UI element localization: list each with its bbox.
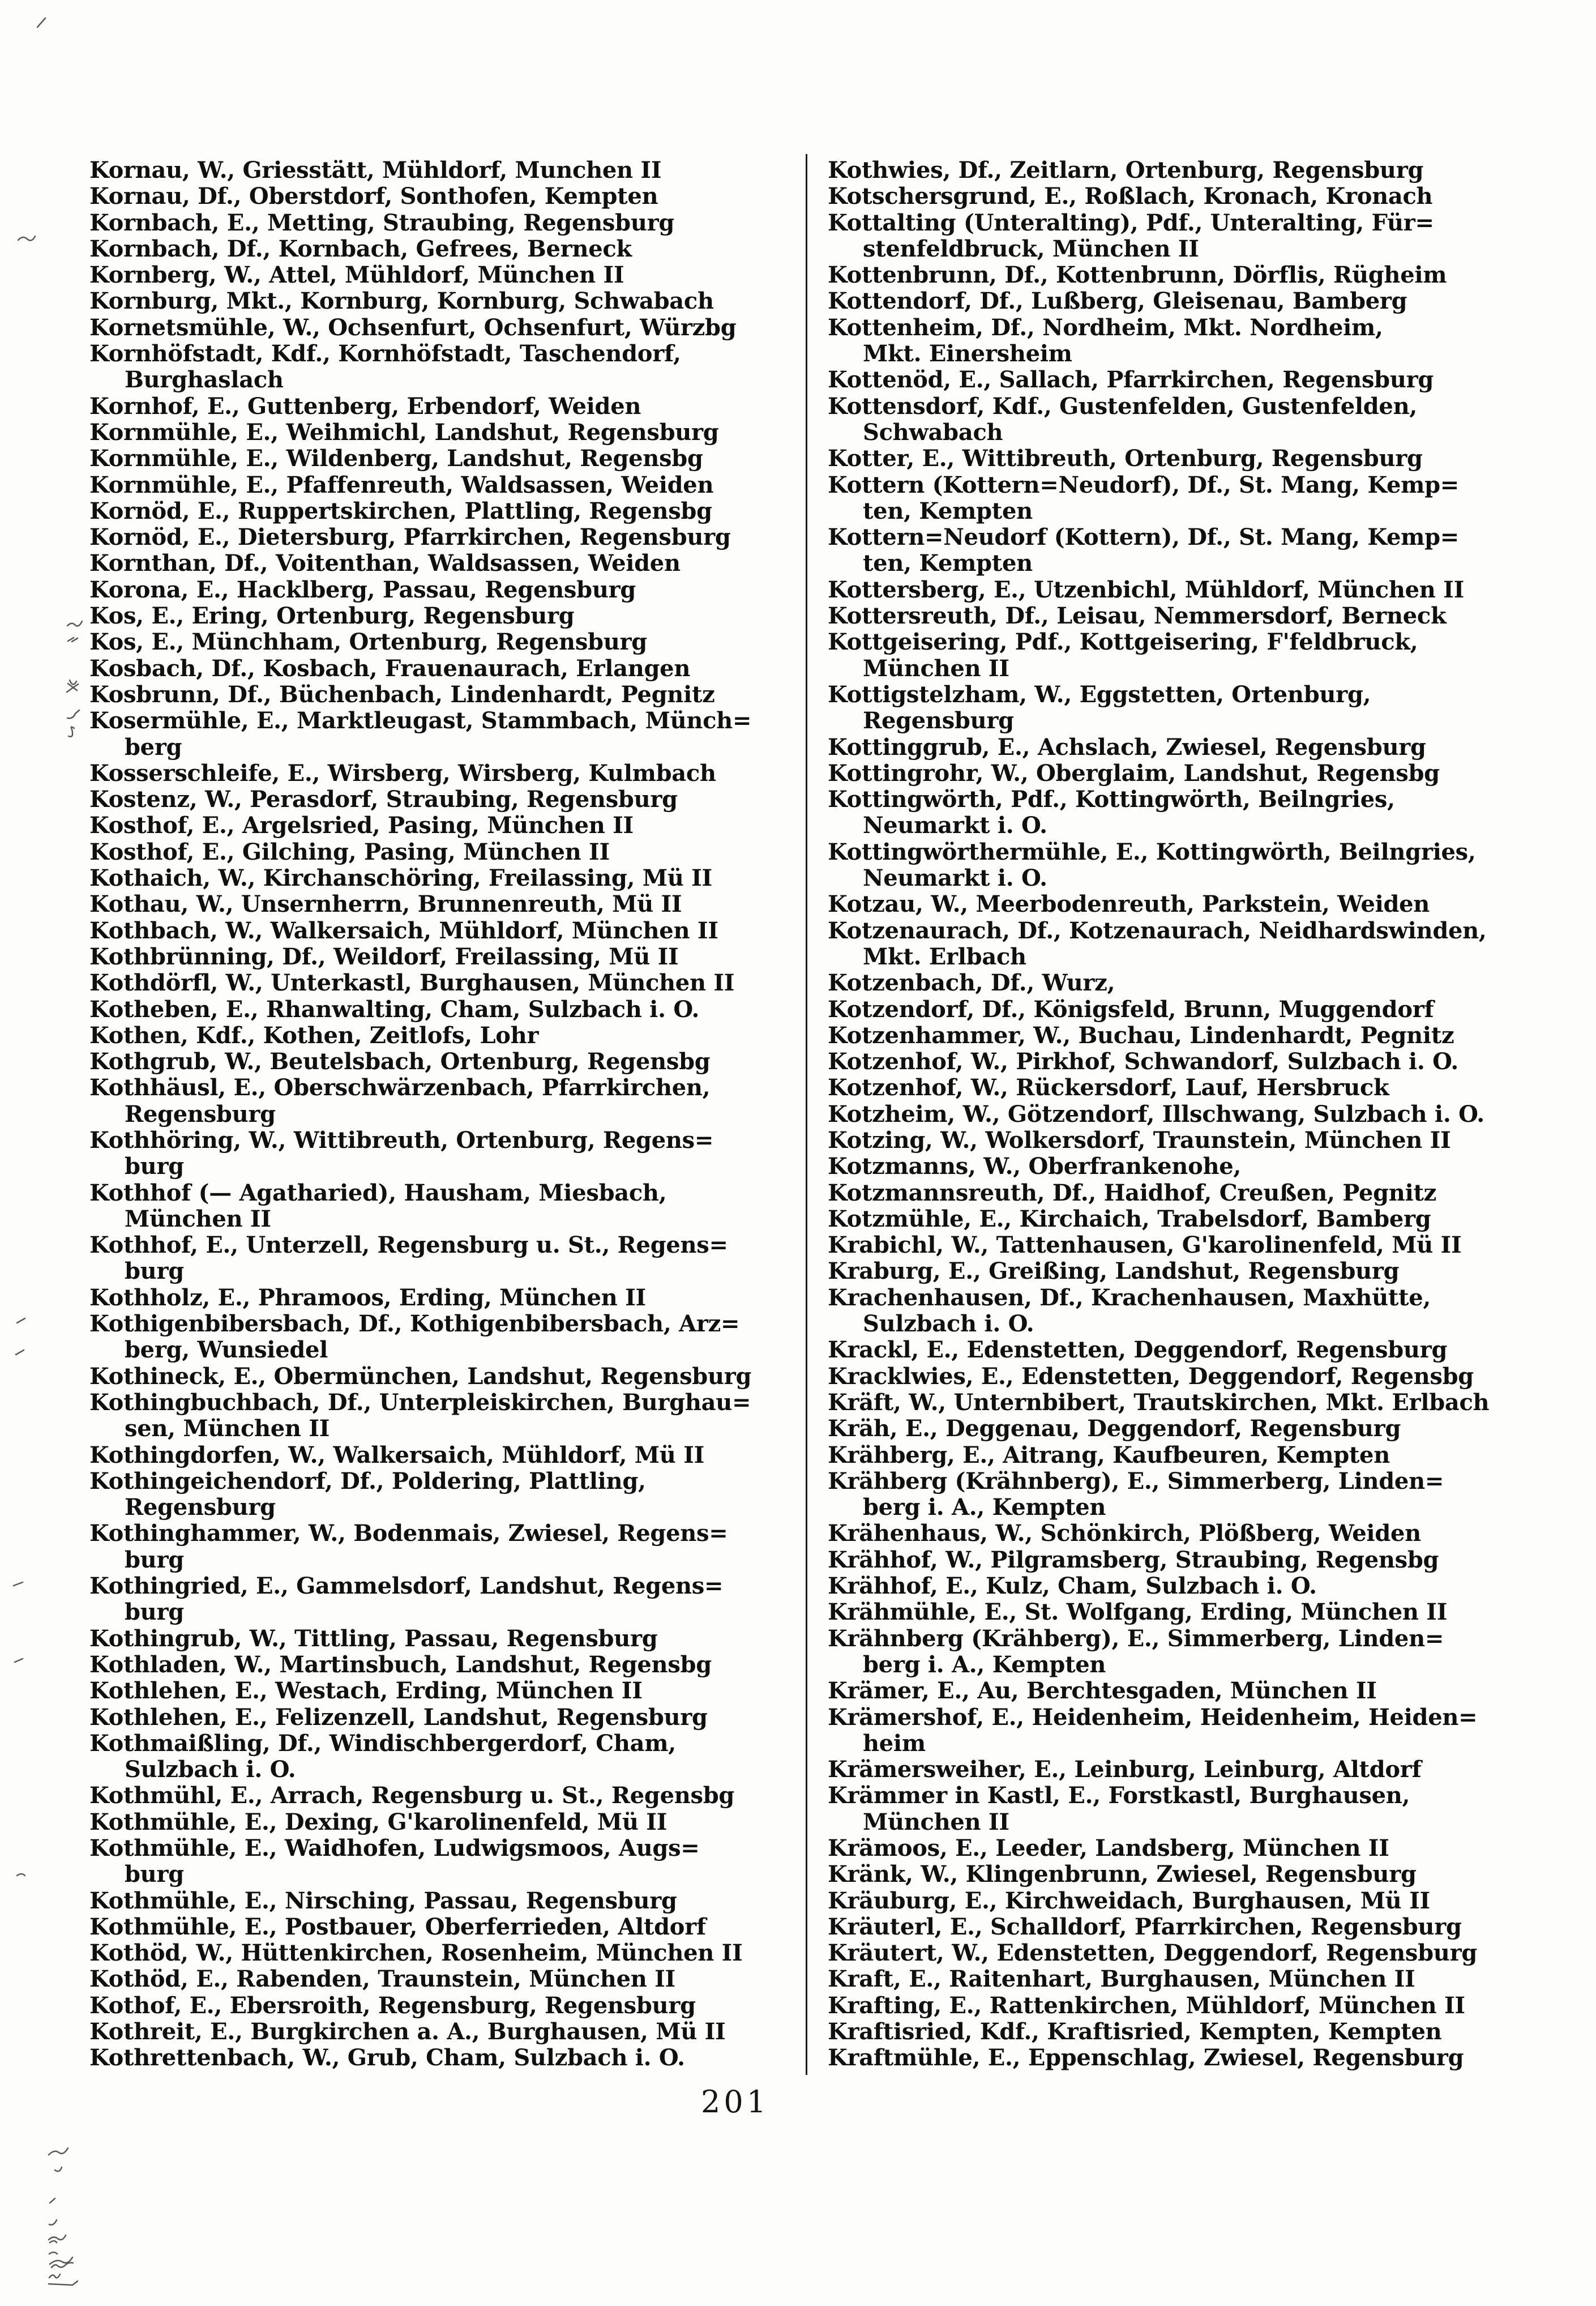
gazetteer-entry — [89, 1993, 797, 2019]
gazetteer-entry — [828, 1573, 1564, 1599]
gazetteer-entry — [89, 1128, 797, 1180]
gazetteer-entry — [89, 236, 797, 262]
entry-line: Kothlehen, E., Westach, Erding, München II — [89, 1677, 643, 1705]
entry-line: Kotzmannsreuth, Df., Haidhof, Creußen, Pegnitz — [828, 1179, 1437, 1206]
entry-line: Krähenhaus, W., Schönkirch, Plößberg, Weiden — [828, 1520, 1421, 1547]
gazetteer-entry — [89, 1914, 797, 1940]
entry-line: Kornbach, E., Metting, Straubing, Regensburg — [89, 209, 675, 236]
entry-continuation-line: Burghaslach — [125, 366, 284, 394]
entry-line: Kräh, E., Deggenau, Deggendorf, Regensburg — [828, 1415, 1401, 1442]
entry-line: Kotzmühle, E., Kirchaich, Trabelsdorf, Bamberg — [828, 1205, 1431, 1232]
entry-line: Kothladen, W., Martinsbuch, Landshut, Regensbg — [89, 1651, 712, 1678]
gazetteer-entry — [89, 1468, 797, 1521]
gazetteer-entry — [89, 1442, 797, 1468]
gazetteer-entry — [89, 891, 797, 917]
gazetteer-entry — [828, 1966, 1564, 1992]
entry-continuation-line: Schwabach — [863, 419, 1003, 446]
entry-line: Kottgeisering, Pdf., Kottgeisering, F'feldbruck, — [828, 629, 1418, 656]
gazetteer-entry — [828, 1180, 1564, 1206]
entry-line: Kottern=Neudorf (Kottern), Df., St. Mang, Kemp= — [828, 524, 1460, 551]
gazetteer-entry — [828, 1390, 1564, 1416]
entry-line: Kothingeichendorf, Df., Poldering, Plattling, — [89, 1467, 646, 1494]
gazetteer-entry — [89, 944, 797, 970]
entry-continuation-line: Neumarkt i. O. — [863, 865, 1047, 892]
gazetteer-entry — [828, 183, 1564, 210]
entry-line: Krähnberg (Krähberg), E., Simmerberg, Linden= — [828, 1625, 1444, 1652]
entry-line: Kothdörfl, W., Unterkastl, Burghausen, München II — [89, 970, 735, 997]
entry-line: Krähhof, W., Pilgramsberg, Straubing, Regensbg — [828, 1546, 1439, 1573]
entry-line: Kothingrub, W., Tittling, Passau, Regensburg — [89, 1625, 658, 1652]
gazetteer-entry — [828, 1128, 1564, 1154]
gazetteer-entry — [828, 682, 1564, 734]
entry-line: Kothingbuchbach, Df., Unterpleiskirchen, Burghau= — [89, 1389, 751, 1416]
entry-line: Kornau, Df., Oberstdorf, Sonthofen, Kempten — [89, 183, 658, 210]
gazetteer-entry — [828, 1757, 1564, 1783]
entry-line: Krafting, E., Rattenkirchen, Mühldorf, München II — [828, 1992, 1465, 2019]
entry-line: Kothhof (— Agatharied), Hausham, Miesbach, — [89, 1179, 667, 1206]
entry-line: Kothaich, W., Kirchanschöring, Freilassing, Mü II — [89, 865, 712, 892]
gazetteer-entry — [89, 682, 797, 708]
entry-line: Kothof, E., Ebersroith, Regensburg, Regensburg — [89, 1992, 696, 2019]
gazetteer-entry — [89, 1652, 797, 1678]
entry-line: Kosthof, E., Gilching, Pasing, München II — [89, 838, 610, 865]
entry-line: Krähmühle, E., St. Wolfgang, Erding, München II — [828, 1599, 1448, 1626]
entry-continuation-line: burg — [125, 1153, 184, 1180]
gazetteer-entry — [89, 577, 797, 603]
entry-line: Kothgrub, W., Beutelsbach, Ortenburg, Regensbg — [89, 1048, 711, 1075]
gazetteer-entry — [828, 524, 1564, 577]
entry-line: Kothhof, E., Unterzell, Regensburg u. St., Regens= — [89, 1232, 728, 1259]
gazetteer-entry — [89, 341, 797, 394]
gazetteer-entry — [828, 918, 1564, 971]
entry-line: Krämer, E., Au, Berchtesgaden, München II — [828, 1677, 1377, 1705]
gazetteer-entry — [89, 839, 797, 865]
entry-line: Kornau, W., Griesstätt, Mühldorf, Munchen II — [89, 157, 662, 183]
entry-line: Krähhof, E., Kulz, Cham, Sulzbach i. O. — [828, 1573, 1317, 1600]
entry-line: Kottendorf, Df., Lußberg, Gleisenau, Bamberg — [828, 288, 1407, 315]
entry-continuation-line: burg — [125, 1861, 184, 1888]
gazetteer-entry — [828, 1835, 1564, 1861]
entry-line: Kottensdorf, Kdf., Gustenfelden, Gustenfelden, — [828, 392, 1417, 420]
entry-line: Kothineck, E., Obermünchen, Landshut, Regensburg — [89, 1363, 752, 1390]
entry-line: Kothrettenbach, W., Grub, Cham, Sulzbach i. O. — [89, 2044, 685, 2072]
gazetteer-entry — [89, 1731, 797, 1783]
entry-line: Kosbrunn, Df., Büchenbach, Lindenhardt, Pegnitz — [89, 681, 715, 708]
gazetteer-entry — [89, 183, 797, 210]
gazetteer-entry — [828, 1285, 1564, 1338]
gazetteer-entry — [828, 970, 1564, 996]
entry-line: Kornburg, Mkt., Kornburg, Kornburg, Schwabach — [89, 288, 714, 315]
gazetteer-entry — [828, 1416, 1564, 1442]
gazetteer-entry — [89, 1049, 797, 1075]
entry-continuation-line: heim — [863, 1730, 926, 1757]
gazetteer-entry — [828, 1783, 1564, 1835]
gazetteer-entry — [828, 1364, 1564, 1390]
entry-line: Kornmühle, E., Weihmichl, Landshut, Regensburg — [89, 419, 719, 446]
gazetteer-entry — [828, 1705, 1564, 1757]
gazetteer-entry — [828, 446, 1564, 472]
gazetteer-entry — [89, 1809, 797, 1835]
entry-line: Kothöd, W., Hüttenkirchen, Rosenheim, München II — [89, 1940, 743, 1967]
entry-continuation-line: sen, München II — [125, 1415, 330, 1442]
entry-continuation-line: Mkt. Erlbach — [863, 943, 1026, 970]
entry-line: Korona, E., Hacklberg, Passau, Regensburg — [89, 576, 636, 603]
entry-line: Kornöd, E., Dietersburg, Pfarrkirchen, Regensburg — [89, 524, 731, 551]
entry-line: Kothmühle, E., Dexing, G'karolinenfeld, Mü II — [89, 1808, 668, 1835]
entry-line: Kottigstelzham, W., Eggstetten, Ortenburg, — [828, 681, 1371, 708]
entry-line: Kotzau, W., Meerbodenreuth, Parkstein, Weiden — [828, 891, 1430, 918]
gazetteer-entry — [89, 1390, 797, 1442]
gazetteer-entry — [828, 1337, 1564, 1363]
gazetteer-entry — [89, 1573, 797, 1626]
entry-line: Kräuterl, E., Schalldorf, Pfarrkirchen, Regensburg — [828, 1913, 1462, 1940]
gazetteer-entry — [828, 761, 1564, 787]
entry-continuation-line: stenfeldbruck, München II — [863, 235, 1199, 262]
gazetteer-entry — [89, 498, 797, 524]
entry-line: Kothingried, E., Gammelsdorf, Landshut, Regens= — [89, 1573, 724, 1600]
entry-line: Kosermühle, E., Marktleugast, Stammbach, Münch= — [89, 707, 752, 734]
gazetteer-entry — [89, 865, 797, 891]
entry-continuation-line: ten, Kempten — [863, 550, 1033, 577]
entry-line: Kornmühle, E., Wildenberg, Landshut, Regensbg — [89, 445, 703, 472]
gazetteer-entry — [828, 1626, 1564, 1679]
gazetteer-entry — [828, 1888, 1564, 1914]
entry-line: Kotter, E., Wittibreuth, Ortenburg, Regensburg — [828, 445, 1423, 472]
entry-line: Kotzenhammer, W., Buchau, Lindenhardt, Pegnitz — [828, 1022, 1454, 1049]
gazetteer-entry — [828, 1442, 1564, 1468]
entry-line: Kotheben, E., Rhanwalting, Cham, Sulzbach i. O. — [89, 996, 700, 1023]
entry-line: Kottingwörthermühle, E., Kottingwörth, Beilngries, — [828, 838, 1476, 865]
gazetteer-entry — [89, 970, 797, 996]
gazetteer-entry — [89, 550, 797, 576]
gazetteer-entry — [89, 2019, 797, 2045]
entry-line: Kothlehen, E., Felizenzell, Landshut, Regensburg — [89, 1703, 708, 1731]
entry-continuation-line: München II — [863, 655, 1009, 682]
gazetteer-entry — [89, 1364, 797, 1390]
gazetteer-entry — [828, 603, 1564, 629]
gazetteer-entry — [828, 1206, 1564, 1232]
entry-line: Kottingwörth, Pdf., Kottingwörth, Beilngries, — [828, 786, 1395, 813]
entry-line: Kottern (Kottern=Neudorf), Df., St. Mang, Kemp= — [828, 471, 1460, 498]
entry-continuation-line: Neumarkt i. O. — [863, 812, 1047, 839]
gazetteer-entry — [89, 288, 797, 314]
entry-line: Kornthan, Df., Voitenthan, Waldsassen, Weiden — [89, 550, 681, 577]
gazetteer-entry — [89, 1023, 797, 1049]
entry-continuation-line: Sulzbach i. O. — [125, 1756, 296, 1783]
gazetteer-entry — [89, 1311, 797, 1364]
gazetteer-entry — [828, 1678, 1564, 1704]
gazetteer-entry — [89, 1940, 797, 1966]
gazetteer-entry — [89, 1678, 797, 1704]
entry-line: Kraftisried, Kdf., Kraftisried, Kempten, Kempten — [828, 2018, 1442, 2045]
gazetteer-entry — [828, 1547, 1564, 1573]
gazetteer-entry — [89, 1705, 797, 1731]
gazetteer-entry — [89, 1783, 797, 1809]
gazetteer-entry — [89, 761, 797, 787]
entry-continuation-line: Mkt. Einersheim — [863, 340, 1072, 368]
entry-line: Kotzenbach, Df., Wurz, — [828, 970, 1115, 997]
entry-continuation-line: burg — [125, 1258, 184, 1285]
entry-line: Kottinggrub, E., Achslach, Zwiesel, Regensburg — [828, 733, 1426, 761]
gazetteer-entry — [89, 420, 797, 446]
gazetteer-entry — [828, 472, 1564, 525]
entry-line: Kothingdorfen, W., Walkersaich, Mühldorf, Mü II — [89, 1441, 705, 1468]
gazetteer-entry — [89, 629, 797, 655]
gazetteer-entry — [89, 394, 797, 420]
gazetteer-entry — [828, 1101, 1564, 1128]
entry-line: Krämershof, E., Heidenheim, Heidenheim, Heiden= — [828, 1703, 1478, 1731]
gazetteer-entry — [828, 1075, 1564, 1101]
gazetteer-entry — [828, 1049, 1564, 1075]
entry-continuation-line: berg i. A., Kempten — [863, 1494, 1106, 1521]
entry-line: Kothau, W., Unsernherrn, Brunnenreuth, Mü II — [89, 891, 682, 918]
gazetteer-entry — [828, 1258, 1564, 1284]
entry-continuation-line: berg i. A., Kempten — [863, 1651, 1106, 1678]
entry-line: Kornhöfstadt, Kdf., Kornhöfstadt, Taschendorf, — [89, 340, 681, 368]
gazetteer-entry — [828, 1993, 1564, 2019]
gazetteer-entry — [828, 1023, 1564, 1049]
column-right — [828, 157, 1564, 2072]
entry-line: Kothmühle, E., Postbauer, Oberferrieden, Altdorf — [89, 1913, 706, 1940]
gazetteer-entry — [89, 1888, 797, 1914]
gazetteer-entry — [828, 1940, 1564, 1966]
entry-continuation-line: München II — [125, 1205, 271, 1232]
entry-line: Kosserschleife, E., Wirsberg, Wirsberg, Kulmbach — [89, 759, 716, 787]
gazetteer-entry — [89, 603, 797, 629]
gazetteer-entry — [828, 157, 1564, 183]
entry-line: Kraft, E., Raitenhart, Burghausen, München II — [828, 1966, 1415, 1993]
entry-line: Kothbrünning, Df., Weildorf, Freilassing, Mü II — [89, 943, 679, 970]
gazetteer-entry — [89, 446, 797, 472]
entry-line: Kottersreuth, Df., Leisau, Nemmersdorf, Berneck — [828, 603, 1447, 630]
entry-line: Kothmaißling, Df., Windischbergerdorf, Cham, — [89, 1730, 676, 1757]
entry-line: Kotzing, W., Wolkersdorf, Traunstein, München II — [828, 1126, 1451, 1154]
entry-line: Kothmühl, E., Arrach, Regensburg u. St., Regensbg — [89, 1782, 735, 1809]
entry-line: Kothhöring, W., Wittibreuth, Ortenburg, Regens= — [89, 1126, 714, 1154]
entry-line: Kothen, Kdf., Kothen, Zeitlofs, Lohr — [89, 1022, 539, 1049]
gazetteer-entry — [828, 891, 1564, 917]
gazetteer-entry — [828, 1861, 1564, 1887]
entry-continuation-line: Sulzbach i. O. — [863, 1310, 1034, 1338]
entry-line: Kosbach, Df., Kosbach, Frauenaurach, Erlangen — [89, 655, 691, 682]
entry-line: Kottenöd, E., Sallach, Pfarrkirchen, Regensburg — [828, 366, 1434, 394]
entry-line: Kosthof, E., Argelsried, Pasing, München II — [89, 812, 634, 839]
gazetteer-entry — [828, 1154, 1564, 1180]
gazetteer-entry — [89, 524, 797, 550]
gazetteer-entry — [89, 918, 797, 944]
entry-continuation-line: Regensburg — [125, 1100, 276, 1128]
entry-continuation-line: berg — [125, 733, 182, 761]
gazetteer-entry — [828, 315, 1564, 368]
entry-line: Krackl, E., Edenstetten, Deggendorf, Regensburg — [828, 1336, 1448, 1364]
entry-line: Kraftmühle, E., Eppenschlag, Zwiesel, Regensburg — [828, 2044, 1464, 2072]
gazetteer-entry — [89, 1180, 797, 1233]
entry-continuation-line: burg — [125, 1546, 184, 1573]
gazetteer-entry — [828, 262, 1564, 288]
entry-line: Kottingrohr, W., Oberglaim, Landshut, Regensbg — [828, 759, 1440, 787]
entry-line: Kothöd, E., Rabenden, Traunstein, München II — [89, 1966, 675, 1993]
gazetteer-entry — [89, 787, 797, 813]
entry-line: Kornmühle, E., Pfaffenreuth, Waldsassen, Weiden — [89, 471, 714, 498]
entry-line: Kos, E., Ering, Ortenburg, Regensburg — [89, 603, 575, 630]
entry-line: Kottersberg, E., Utzenbichl, Mühldorf, München II — [828, 576, 1464, 603]
gazetteer-entry — [828, 577, 1564, 603]
gazetteer-entry — [828, 1468, 1564, 1521]
entry-line: Kornberg, W., Attel, Mühldorf, München II — [89, 262, 624, 289]
gazetteer-entry — [89, 1966, 797, 1992]
gazetteer-entry — [89, 1626, 797, 1652]
entry-line: Kothmühle, E., Nirsching, Passau, Regensburg — [89, 1887, 677, 1914]
gazetteer-entry — [89, 1075, 797, 1128]
entry-line: Kränk, W., Klingenbrunn, Zwiesel, Regensburg — [828, 1861, 1417, 1888]
entry-line: Kothinghammer, W., Bodenmais, Zwiesel, Regens= — [89, 1520, 728, 1547]
entry-line: Krämoos, E., Leeder, Landsberg, München II — [828, 1835, 1389, 1861]
entry-line: Kottalting (Unteralting), Pdf., Unteralting, Für= — [828, 209, 1434, 236]
gazetteer-entry — [828, 734, 1564, 761]
entry-line: Krähberg (Krähnberg), E., Simmerberg, Linden= — [828, 1467, 1444, 1494]
entry-line: Krachenhausen, Df., Krachenhausen, Maxhütte, — [828, 1284, 1431, 1311]
entry-line: Kotzmanns, W., Oberfrankenohe, — [828, 1153, 1242, 1180]
entry-continuation-line: München II — [863, 1808, 1009, 1835]
gazetteer-entry — [89, 997, 797, 1023]
column-divider — [806, 154, 807, 2075]
entry-line: Kothwies, Df., Zeitlarn, Ortenburg, Regensburg — [828, 157, 1424, 183]
gazetteer-entry — [828, 1521, 1564, 1547]
entry-line: Kothmühle, E., Waidhofen, Ludwigsmoos, Augs= — [89, 1835, 700, 1861]
gazetteer-entry — [828, 394, 1564, 446]
entry-line: Kräuburg, E., Kirchweidach, Burghausen, Mü II — [828, 1887, 1430, 1914]
entry-line: Kräft, W., Unternbibert, Trautskirchen, Mkt. Erlbach — [828, 1389, 1490, 1416]
gazetteer-entry — [828, 629, 1564, 682]
gazetteer-entry — [89, 813, 797, 839]
entry-line: Kothhäusl, E., Oberschwärzenbach, Pfarrkirchen, — [89, 1074, 711, 1101]
gazetteer-entry — [89, 656, 797, 682]
entry-line: Kornhof, E., Guttenberg, Erbendorf, Weiden — [89, 392, 641, 420]
gazetteer-entry — [828, 1914, 1564, 1940]
entry-line: Krämersweiher, E., Leinburg, Leinburg, Altdorf — [828, 1756, 1422, 1783]
entry-line: Kostenz, W., Perasdorf, Straubing, Regensburg — [89, 786, 678, 813]
entry-continuation-line: Regensburg — [125, 1494, 276, 1521]
gazetteer-entry — [828, 997, 1564, 1023]
entry-line: Kothbach, W., Walkersaich, Mühldorf, München II — [89, 917, 718, 944]
gazetteer-entry — [89, 1232, 797, 1285]
entry-line: Kotzheim, W., Götzendorf, Illschwang, Sulzbach i. O. — [828, 1100, 1484, 1128]
entry-line: Krähberg, E., Aitrang, Kaufbeuren, Kempten — [828, 1441, 1390, 1468]
entry-line: Kräutert, W., Edenstetten, Deggendorf, Regensburg — [828, 1940, 1478, 1967]
entry-line: Kornöd, E., Ruppertskirchen, Plattling, Regensbg — [89, 497, 712, 524]
entry-line: Kothholz, E., Phramoos, Erding, München II — [89, 1284, 646, 1311]
entry-line: Kraburg, E., Greißing, Landshut, Regensburg — [828, 1258, 1400, 1285]
gazetteer-entry — [828, 210, 1564, 263]
entry-continuation-line: burg — [125, 1599, 184, 1626]
entry-continuation-line: Regensburg — [863, 707, 1014, 734]
entry-line: Kornetsmühle, W., Ochsenfurt, Ochsenfurt, Würzbg — [89, 314, 737, 341]
gazetteer-entry — [89, 1521, 797, 1573]
entry-line: Kotzenaurach, Df., Kotzenaurach, Neidhardswinden, — [828, 917, 1487, 944]
gazetteer-entry — [89, 1835, 797, 1888]
entry-line: Kottenbrunn, Df., Kottenbrunn, Dörflis, Rügheim — [828, 262, 1447, 289]
entry-line: Krabichl, W., Tattenhausen, G'karolinenfeld, Mü II — [828, 1232, 1462, 1259]
entry-line: Kothreit, E., Burgkirchen a. A., Burghausen, Mü II — [89, 2018, 726, 2045]
gazetteer-entry — [89, 2045, 797, 2071]
gazetteer-entry — [828, 839, 1564, 892]
gazetteer-entry — [89, 157, 797, 183]
gazetteer-entry — [89, 1285, 797, 1311]
page-number: 201 — [701, 2084, 770, 2120]
entry-line: Kothigenbibersbach, Df., Kothigenbibersbach, Arz= — [89, 1310, 740, 1338]
gazetteer-entry — [828, 1232, 1564, 1258]
gazetteer-entry — [89, 210, 797, 236]
entry-line: Kos, E., Münchham, Ortenburg, Regensburg — [89, 629, 647, 656]
entry-line: Kotzenhof, W., Rückersdorf, Lauf, Hersbruck — [828, 1074, 1389, 1101]
entry-continuation-line: ten, Kempten — [863, 497, 1033, 524]
entry-continuation-line: berg, Wunsiedel — [125, 1336, 328, 1364]
entry-line: Kracklwies, E., Edenstetten, Deggendorf, Regensbg — [828, 1363, 1474, 1390]
entry-line: Kotzenhof, W., Pirkhof, Schwandorf, Sulzbach i. O. — [828, 1048, 1458, 1075]
gazetteer-entry — [89, 262, 797, 288]
entry-line: Kotzendorf, Df., Königsfeld, Brunn, Muggendorf — [828, 996, 1434, 1023]
entry-line: Kotschersgrund, E., Roßlach, Kronach, Kronach — [828, 183, 1433, 210]
gazetteer-entry — [828, 288, 1564, 314]
gazetteer-entry — [828, 367, 1564, 393]
gazetteer-entry — [828, 787, 1564, 839]
column-left — [89, 157, 797, 2072]
gazetteer-entry — [828, 2045, 1564, 2071]
gazetteer-entry — [89, 472, 797, 498]
gazetteer-entry — [828, 2019, 1564, 2045]
entry-line: Krämmer in Kastl, E., Forstkastl, Burghausen, — [828, 1782, 1410, 1809]
gazetteer-entry — [89, 315, 797, 341]
entry-line: Kornbach, Df., Kornbach, Gefrees, Berneck — [89, 235, 632, 262]
gazetteer-entry — [828, 1599, 1564, 1625]
entry-line: Kottenheim, Df., Nordheim, Mkt. Nordheim, — [828, 314, 1383, 341]
gazetteer-entry — [89, 708, 797, 761]
